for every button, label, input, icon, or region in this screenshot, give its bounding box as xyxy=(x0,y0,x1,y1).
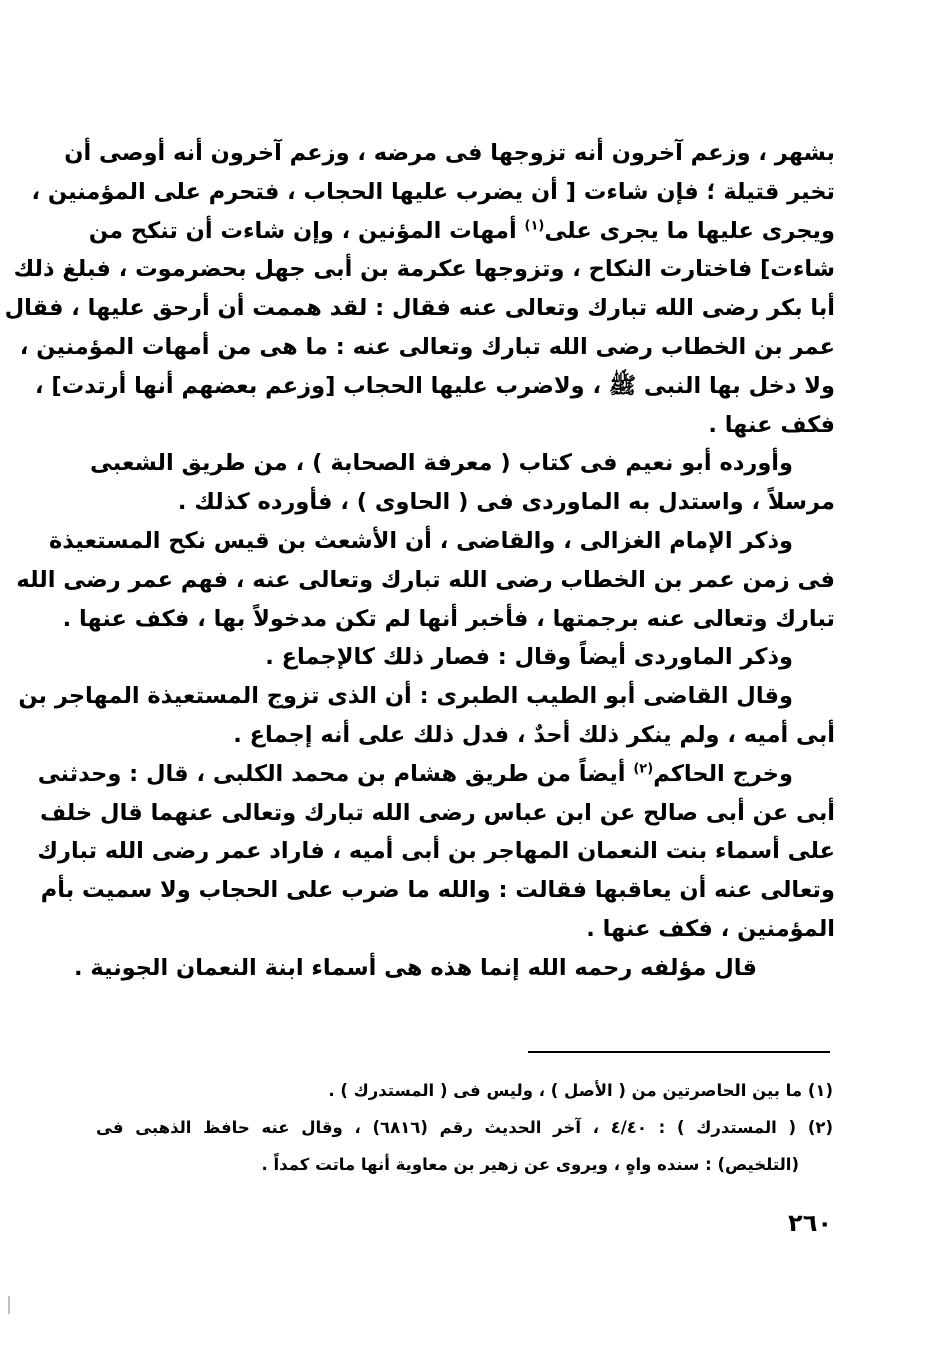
text-line: تبارك وتعالى عنه برجمتها ، فأخبر أنها لم تكن مدخولاً بها ، فكف عنها . xyxy=(62,605,835,632)
text-segment: ويجرى عليها ما يجرى على xyxy=(544,217,835,244)
text-line: بشهر ، وزعم آخرون أنه تزوجها فى مرضه ، وزعم آخرون أنه أوصى أن xyxy=(64,140,835,166)
text-segment: أمهات المؤنين ، وإن شاءت أن تنكح من xyxy=(88,217,517,244)
text-line: تخير قتيلة ؛ فإن شاءت [ أن يضرب عليها الحجاب ، فتحرم على المؤمنين ، xyxy=(31,178,835,205)
text-line xyxy=(90,212,835,251)
text-line: ولا دخل بها النبى ﷺ ، ولاضرب عليها الحجاب [وزعم بعضهم أنها أرتدت] ، xyxy=(34,372,835,399)
footnote: (١) ما بين الحاصرتين من ( الأصل ) ، وليس فى ( المستدرك ) . xyxy=(328,1081,833,1100)
text-line: قال مؤلفه رحمه الله إنما هذه هى أسماء ابنة النعمان الجونية . xyxy=(74,954,757,981)
text-line: شاءت] فاختارت النكاح ، وتزوجها عكرمة بن أبى جهل بحضرموت ، فبلغ ذلك xyxy=(13,256,835,283)
text-line: فكف عنها . xyxy=(708,411,835,438)
text-line: أبى عن أبى صالح عن ابن عباس رضى الله تبارك وتعالى عنهما قال خلف xyxy=(40,799,835,826)
text-line: المؤمنين ، فكف عنها . xyxy=(586,915,835,942)
footnotes xyxy=(96,1072,833,1183)
page-number: ٢٦٠ xyxy=(788,1209,832,1237)
text-line: مرسلاً ، واستدل به الماوردى فى ( الحاوى ) ، فأورده كذلك . xyxy=(177,489,835,516)
text-line: وأورده أبو نعيم فى كتاب ( معرفة الصحابة ) ، من طريق الشعبى xyxy=(90,450,793,477)
main-text xyxy=(4,134,835,988)
text-segment: أيضاً من طريق هشام بن محمد الكلبى ، قال : وحدثنى xyxy=(37,760,626,787)
text-line: على أسماء بنت النعمان المهاجر بن أبى أميه ، فاراد عمر رضى الله تبارك xyxy=(37,838,835,865)
text-line: وتعالى عنه أن يعاقبها فقالت : والله ما ضرب على الحجاب ولا سميت بأم xyxy=(40,877,835,904)
text-segment: وخرج الحاكم xyxy=(653,760,793,787)
footnote-separator xyxy=(528,1051,830,1053)
text-line: فى زمن عمر بن الخطاب رضى الله تبارك وتعالى عنه ، فهم عمر رضى الله xyxy=(16,566,835,593)
text-line: وذكر الماوردى أيضاً وقال : فصار ذلك كالإجماع . xyxy=(265,644,793,671)
footnote-marker: (١) xyxy=(524,218,545,234)
text-line: أبى أميه ، ولم ينكر ذلك أحدٌ ، فدل ذلك على أنه إجماع . xyxy=(233,721,835,748)
text-line xyxy=(37,755,835,794)
text-line: أبا بكر رضى الله تبارك وتعالى عنه فقال : لقد هممت أن أرحق عليها ، فقال xyxy=(4,295,835,322)
text-line: وقال القاضى أبو الطيب الطبرى : أن الذى تزوج المستعيذة المهاجر بن xyxy=(18,683,793,710)
footnote-marker: (٢) xyxy=(633,761,654,777)
footnote: (٢) ( المستدرك ) : ٤/٤٠ ، آخر الحديث رقم (٦٨١٦) ، وقال عنه حافظ الذهبى فى xyxy=(96,1118,833,1137)
margin-mark xyxy=(8,1296,10,1314)
text-line: وذكر الإمام الغزالى ، والقاضى ، أن الأشعث بن قيس نكح المستعيذة xyxy=(49,527,793,554)
footnote: (التلخيص) : سنده واهٍ ، ويروى عن زهير بن معاوية أنها ماتت كمداً . xyxy=(261,1155,799,1174)
text-line: عمر بن الخطاب رضى الله تبارك وتعالى عنه : ما هى من أمهات المؤمنين ، xyxy=(19,333,835,360)
